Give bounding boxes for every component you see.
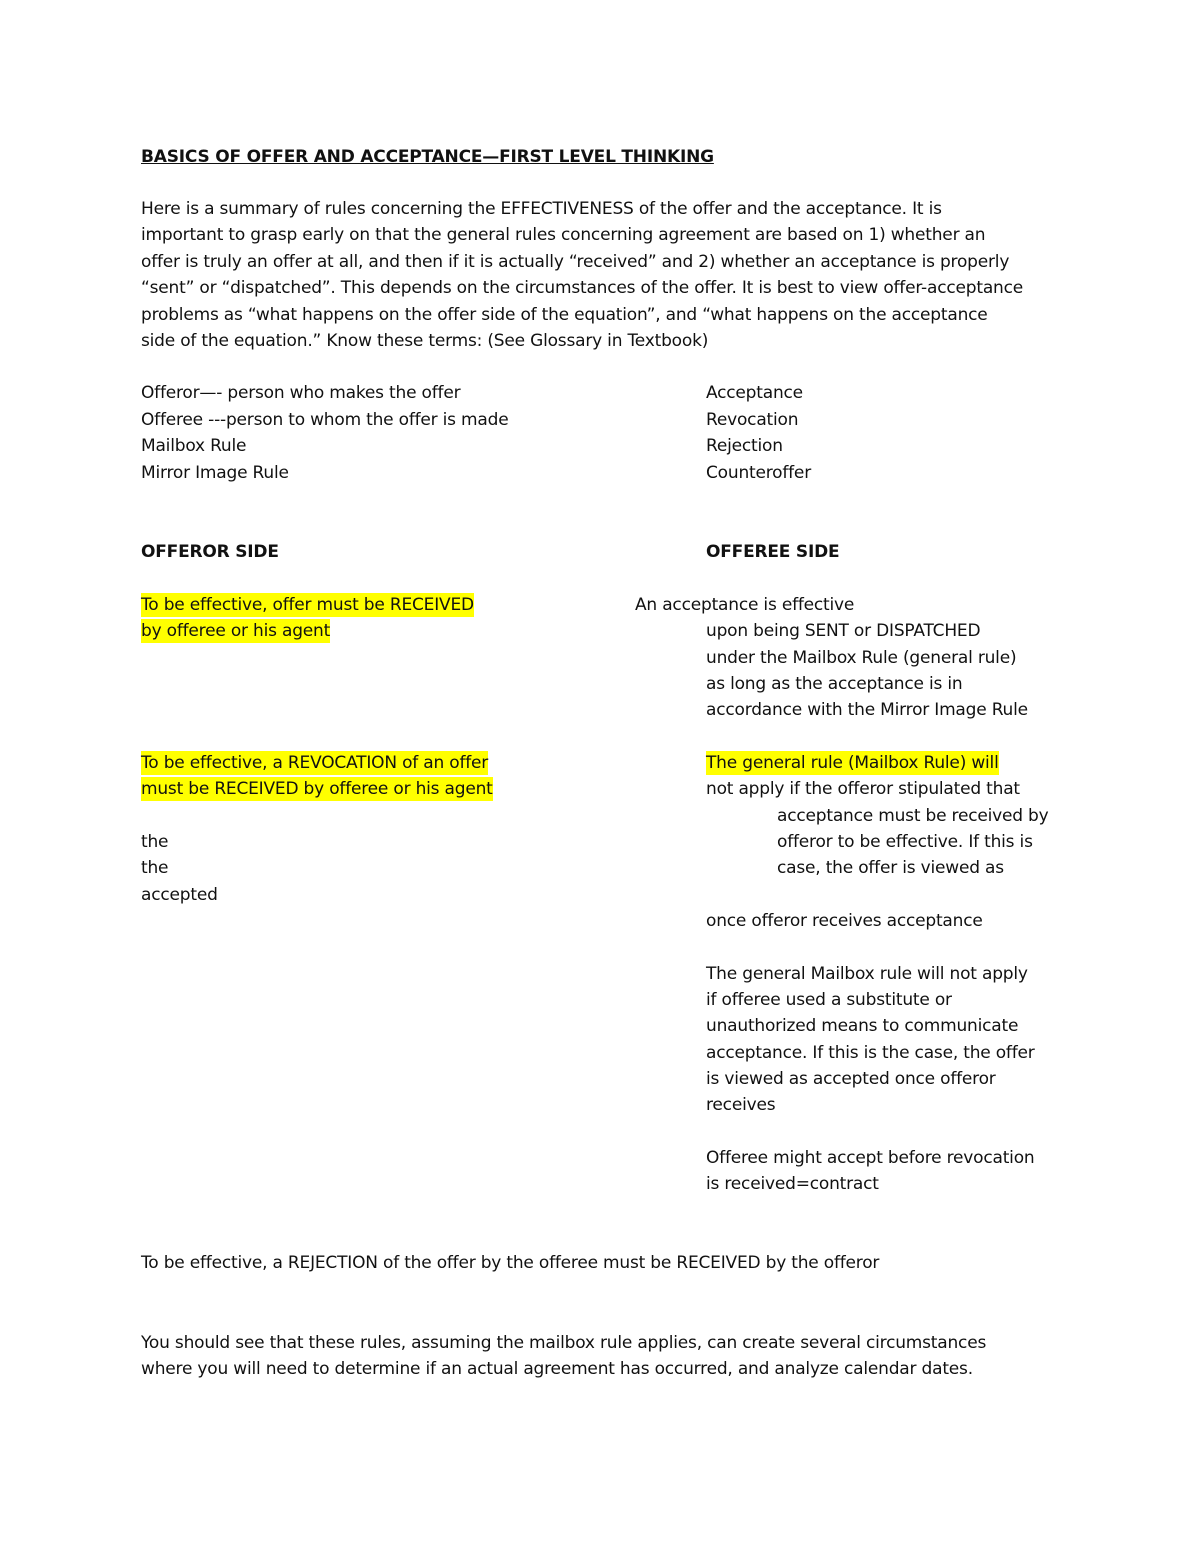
offeree-rule-line: accordance with the Mirror Image Rule xyxy=(706,700,1028,720)
term-left: Mirror Image Rule xyxy=(141,463,289,483)
offeree-rule-line: upon being SENT or DISPATCHED xyxy=(706,621,981,641)
offeree-rule-line: acceptance. If this is the case, the offer xyxy=(706,1043,1035,1063)
offeror-rule-line: To be effective, offer must be RECEIVED xyxy=(141,595,474,615)
offeree-side-heading: OFFEREE SIDE xyxy=(706,542,840,562)
intro-line: offer is truly an offer at all, and then if it is actually “received” and 2) whether an acceptance is properly xyxy=(141,252,1010,272)
page-title: BASICS OF OFFER AND ACCEPTANCE—FIRST LEVEL THINKING xyxy=(141,147,714,167)
offeree-rule-line: if offeree used a substitute or xyxy=(706,990,952,1010)
conclusion-line: where you will need to determine if an actual agreement has occurred, and analyze calendar dates. xyxy=(141,1359,973,1379)
offeree-rule-line: is received=contract xyxy=(706,1174,879,1194)
term-left: Offeree ---person to whom the offer is made xyxy=(141,410,509,430)
offeror-fragment: the xyxy=(141,858,169,878)
term-right: Rejection xyxy=(706,436,783,456)
offeree-rule-line: Offeree might accept before revocation xyxy=(706,1148,1035,1168)
term-left: Mailbox Rule xyxy=(141,436,247,456)
offeree-rule-line: not apply if the offeror stipulated that xyxy=(706,779,1020,799)
offeree-rule-line: An acceptance is effective xyxy=(635,595,855,615)
intro-line: “sent” or “dispatched”. This depends on the circumstances of the offer. It is best to view offer-acceptance xyxy=(141,278,1024,298)
intro-line: important to grasp early on that the general rules concerning agreement are based on 1) whether an xyxy=(141,225,986,245)
offeror-fragment: accepted xyxy=(141,885,218,905)
offeree-rule-line: The general rule (Mailbox Rule) will xyxy=(706,753,999,773)
offeror-side-heading: OFFEROR SIDE xyxy=(141,542,279,562)
offeree-rule-line: The general Mailbox rule will not apply xyxy=(706,964,1028,984)
offeror-fragment: the xyxy=(141,832,169,852)
offeror-rule-line: must be RECEIVED by offeree or his agent xyxy=(141,779,493,799)
offeror-rule-line: by offeree or his agent xyxy=(141,621,331,641)
offeree-rule-line: case, the offer is viewed as xyxy=(777,858,1004,878)
conclusion-line: You should see that these rules, assuming the mailbox rule applies, can create several circumstances xyxy=(141,1333,987,1353)
offeror-rule-line: To be effective, a REVOCATION of an offer xyxy=(141,753,489,773)
offeree-rule-line: as long as the acceptance is in xyxy=(706,674,963,694)
offeree-rule-line: unauthorized means to communicate xyxy=(706,1016,1019,1036)
offeree-rule-line: acceptance must be received by xyxy=(777,806,1049,826)
intro-line: problems as “what happens on the offer side of the equation”, and “what happens on the acceptance xyxy=(141,305,988,325)
rejection-rule: To be effective, a REJECTION of the offer by the offeree must be RECEIVED by the offeror xyxy=(141,1253,880,1273)
term-left: Offeror—- person who makes the offer xyxy=(141,383,461,403)
offeree-rule-line: under the Mailbox Rule (general rule) xyxy=(706,648,1017,668)
intro-line: Here is a summary of rules concerning the EFFECTIVENESS of the offer and the acceptance. It is xyxy=(141,199,942,219)
term-right: Revocation xyxy=(706,410,799,430)
offeree-rule-line: offeror to be effective. If this is xyxy=(777,832,1033,852)
offeree-rule-line: is viewed as accepted once offeror xyxy=(706,1069,996,1089)
offeree-rule-line: once offeror receives acceptance xyxy=(706,911,983,931)
term-right: Acceptance xyxy=(706,383,803,403)
intro-line: side of the equation.” Know these terms: (See Glossary in Textbook) xyxy=(141,331,709,351)
offeree-rule-line: receives xyxy=(706,1095,776,1115)
term-right: Counteroffer xyxy=(706,463,811,483)
